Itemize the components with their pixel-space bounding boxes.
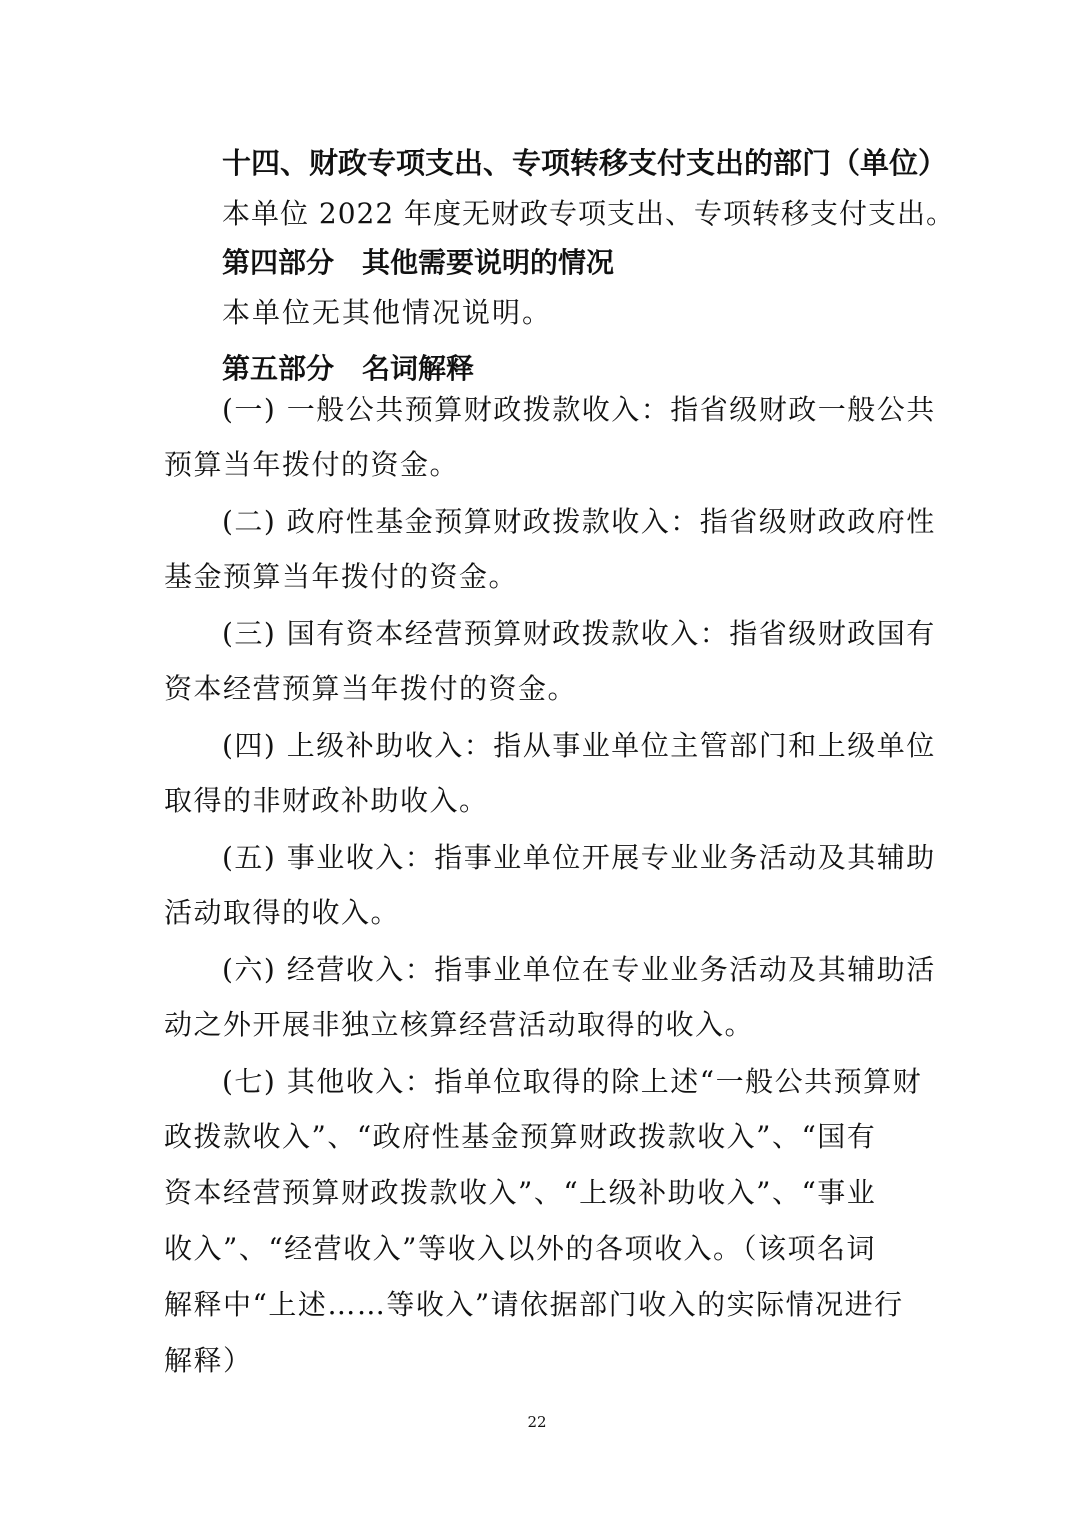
term-7-line-2: 政拨款收入”、“政府性基金预算财政拨款收入”、“国有 bbox=[164, 1120, 877, 1153]
page-number: 22 bbox=[527, 1413, 547, 1431]
term-4-line-1: (四) 上级补助收入：指从事业单位主管部门和上级单位 bbox=[222, 729, 936, 762]
part4-body: 本单位无其他情况说明。 bbox=[222, 296, 553, 329]
section14-heading: 十四、财政专项支出、专项转移支付支出的部门（单位） bbox=[222, 146, 948, 180]
term-7-line-3: 资本经营预算财政拨款收入”、“上级补助收入”、“事业 bbox=[164, 1176, 877, 1209]
term-1-line-2: 预算当年拨付的资金。 bbox=[164, 448, 460, 481]
term-7-line-4: 收入”、“经营收入”等收入以外的各项收入。（该项名词 bbox=[164, 1232, 876, 1265]
term-3-line-1: (三) 国有资本经营预算财政拨款收入：指省级财政国有 bbox=[222, 617, 936, 650]
term-1-line-1: (一) 一般公共预算财政拨款收入：指省级财政一般公共 bbox=[222, 393, 936, 426]
term-4-line-2: 取得的非财政补助收入。 bbox=[164, 784, 489, 817]
part4-heading: 第四部分 其他需要说明的情况 bbox=[222, 246, 615, 279]
section14-body: 本单位 2022 年度无财政专项支出、专项转移支付支出。 bbox=[222, 197, 956, 230]
term-7-line-5: 解释中“上述……等收入”请依据部门收入的实际情况进行 bbox=[164, 1288, 904, 1321]
term-5-line-1: (五) 事业收入：指事业单位开展专业业务活动及其辅助 bbox=[222, 841, 936, 874]
term-6-line-1: (六) 经营收入：指事业单位在专业业务活动及其辅助活 bbox=[222, 953, 936, 986]
term-2-line-2: 基金预算当年拨付的资金。 bbox=[164, 560, 519, 593]
term-7-line-6: 解释） bbox=[164, 1344, 253, 1377]
term-2-line-1: (二) 政府性基金预算财政拨款收入：指省级财政政府性 bbox=[222, 505, 936, 538]
part5-heading: 第五部分 名词解释 bbox=[222, 352, 475, 385]
term-3-line-2: 资本经营预算当年拨付的资金。 bbox=[164, 672, 578, 705]
term-7-line-1: (七) 其他收入：指单位取得的除上述“一般公共预算财 bbox=[222, 1065, 923, 1098]
term-5-line-2: 活动取得的收入。 bbox=[164, 896, 401, 929]
term-6-line-2: 动之外开展非独立核算经营活动取得的收入。 bbox=[164, 1008, 755, 1041]
